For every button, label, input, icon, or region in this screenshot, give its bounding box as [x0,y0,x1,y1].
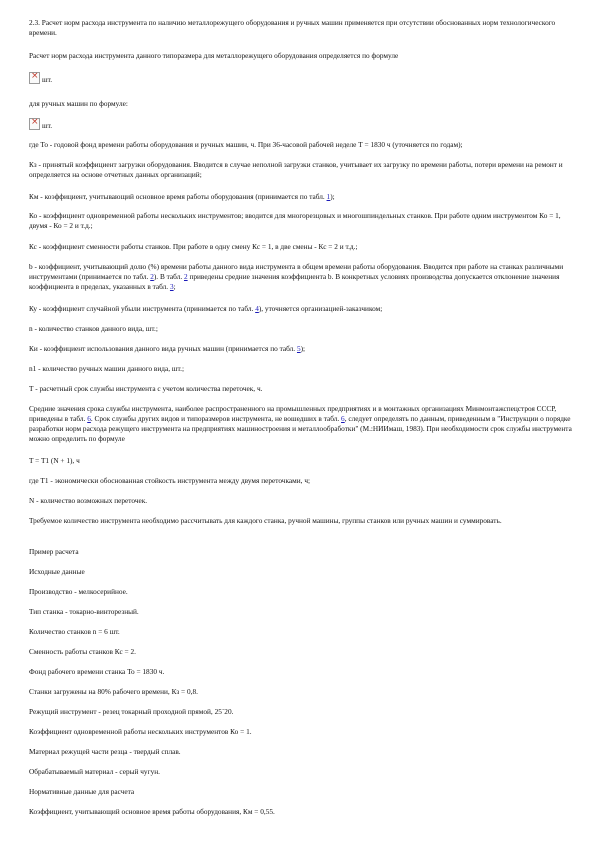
example-km-value: Коэффициент, учитывающий основное время работы оборудования, Км = 0,55. [29,807,275,816]
table-link[interactable]: 6 [341,414,345,423]
def-ko: Ко - коэффициент одновременной работы нескольких инструментов; вводится для многорезцовых и многошпиндельных станков. При работе одним инструментом Ко = 1, двумя - Ко = 2 и т.д.; [29,211,561,230]
def-km: Км - коэффициент, учитывающий основное время работы оборудования (принимается по табл. 1); [29,192,335,201]
example-source: Исходные данные [29,567,85,576]
section-heading: 2.3. Расчет норм расхода инструмента по наличию металлорежущего оборудования и ручных машин применяется при отсутствии обоснованных норм технологического времени. [29,18,556,37]
formula-2-unit: шт. [42,121,53,130]
broken-image-icon [29,118,40,130]
def-N: N - количество возможных переточек. [29,496,148,505]
def-ki: Ки - коэффициент использования данного вида ручных машин (принимается по табл. 5); [29,344,306,353]
def-t1: где Т1 - экономически обоснованная стойкость инструмента между двумя переточками, ч; [29,476,311,485]
example-load: Станки загружены на 80% рабочего времени, Кз = 0,8. [29,687,198,696]
def-n1: n1 - количество ручных машин данного вида, шт.; [29,364,184,373]
tool-life-formula: T = T1 (N + 1), ч [29,456,80,465]
example-simultaneous: Коэффициент одновременной работы нескольких инструментов Ко = 1. [29,727,252,736]
table-link[interactable]: 4 [255,304,259,313]
formula-1-unit: шт. [42,75,53,84]
table-link[interactable]: 5 [296,344,301,353]
table-link[interactable]: 2 [150,272,154,281]
example-machine-count: Количество станков n = 6 шт. [29,627,120,636]
example-production: Производство - мелкосерийное. [29,587,128,596]
example-title: Пример расчета [29,547,79,556]
def-to: где То - годовой фонд времени работы оборудования и ручных машин, ч. При 36-часовой рабочей неделе Т = 1830 ч (уточняется по годам); [29,140,463,149]
example-machine-type: Тип станка - токарно-винторезный. [29,607,139,616]
example-tool: Режущий инструмент - резец токарный проходной прямой, 25´20. [29,707,234,716]
formula-1-line [29,72,574,85]
intro-formula-hand-machines: для ручных машин по формуле: [29,99,128,108]
table-link[interactable]: 6 [87,414,91,423]
para-tool-life: Средние значения срока службы инструмента, наиболее распространенного на промышленных предприятиях и в монтажных организациях Минмонтажспецстроя СССР, приведены в табл. 6. Срок службы других видов и типоразмеров инструмента, не вошедших в табл. 6, следует определять по данным, приведенным в "Инструкции о порядке разработки норм расхода режущего инструмента на предприятиях машиностроения и металлообработки" (М.:НИИмаш, 1983). При необходимости срок службы инструмента можно определить по формуле [29,404,572,443]
table-link[interactable]: 3 [169,282,174,291]
def-ky: Ку - коэффициент случайной убыли инструмента (принимается по табл. 4), уточняется организацией-заказчиком; [29,304,383,313]
table-link[interactable]: 1 [326,192,331,201]
example-workpiece: Обрабатываемый материал - серый чугун. [29,767,160,776]
broken-image-icon [29,72,40,84]
example-material: Материал режущей части резца - твердый сплав. [29,747,181,756]
formula-2-line [29,118,574,131]
def-kc: Кс - коэффициент сменности работы станков. При работе в одну смену Кс = 1, в две смены - Кс = 2 и т.д.; [29,242,358,251]
def-kz: Кз - принятый коэффициент загрузки оборудования. Вводится в случае неполной загрузки станков, учитывает их загрузку по времени работы, потери времени на ремонт и определяется на основе отчетных данных организаций; [29,160,563,179]
para-required: Требуемое количество инструмента необходимо рассчитывать для каждого станка, ручной машины, группы станков или ручных машин и суммировать. [29,516,502,525]
def-t: Т - расчетный срок службы инструмента с учетом количества переточек, ч. [29,384,263,393]
example-time-fund: Фонд рабочего времени станка То = 1830 ч. [29,667,165,676]
example-shifts: Сменность работы станков Кс = 2. [29,647,136,656]
example-norms: Нормативные данные для расчета [29,787,135,796]
def-n: n - количество станков данного вида, шт.; [29,324,158,333]
intro-formula-machines: Расчет норм расхода инструмента данного типоразмера для металлорежущего оборудования определяется по формуле [29,51,399,60]
def-b: b - коэффициент, учитывающий долю (%) времени работы данного вида инструмента в общем времени работы оборудования. Вводится при работе на станках различными инструментами (принимается по табл. 2). В табл. 2 приведены средние значения коэффициента b. В конкретных условиях производства допускается отклонение значения коэффициента в пределах, указанных в табл. 3; [29,262,564,291]
table-link[interactable]: 2 [183,272,188,281]
